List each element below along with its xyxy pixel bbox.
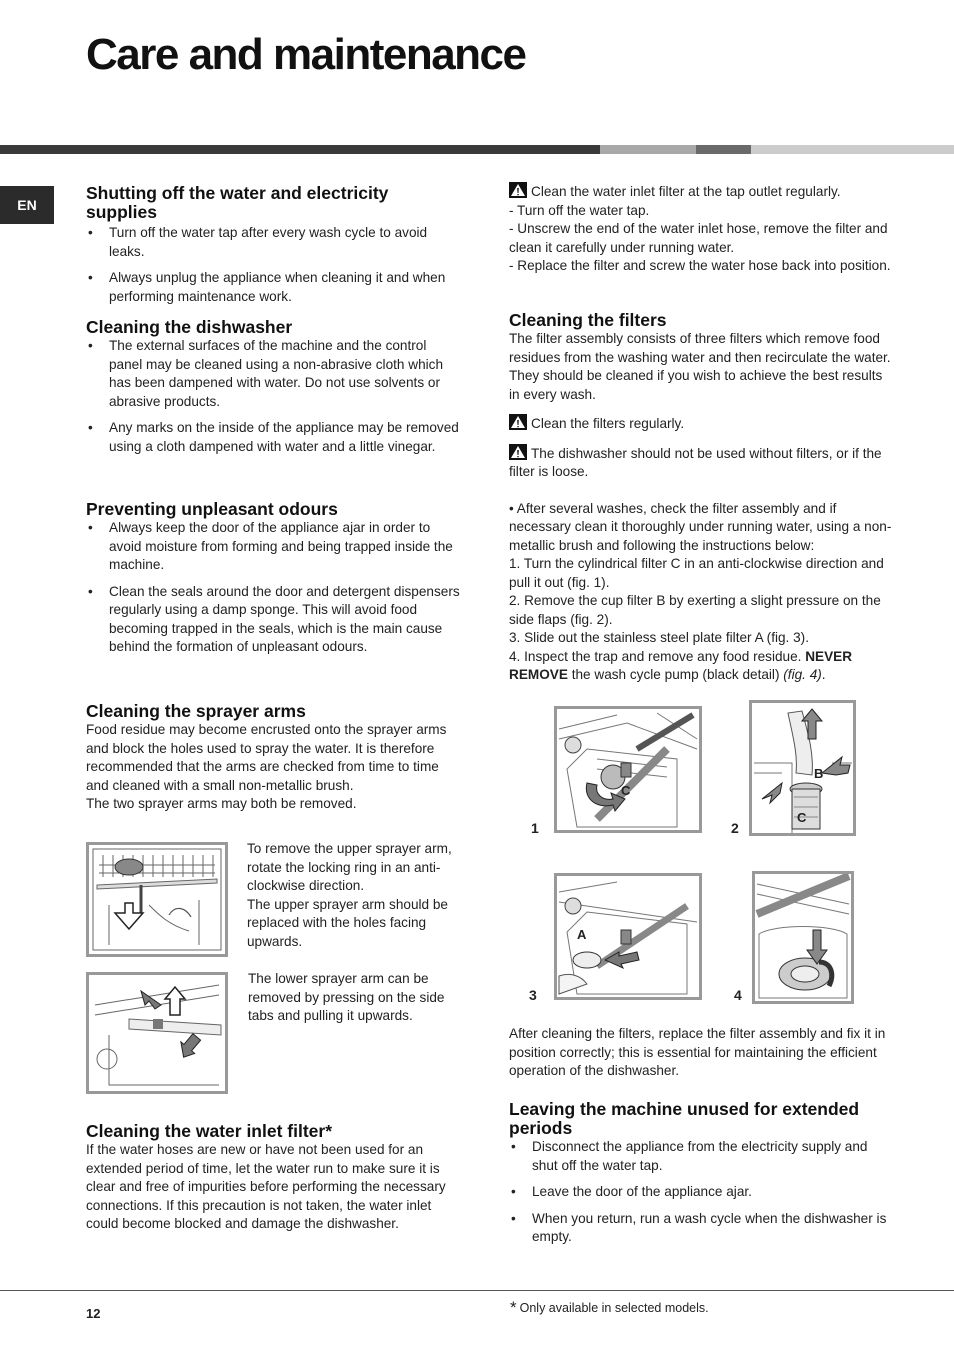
filters-step-3: 3. Slide out the stainless steel plate filter A (fig. 3). [509, 630, 809, 645]
filters-body: The filter assembly consists of three filters which remove food residues from the washing water and then recirculate the water. They should be cleaned if you wish to achieve the best results in every wash. [509, 331, 891, 402]
inlet-step: - Replace the filter and screw the water hose back into position. [509, 258, 891, 273]
inlet-section [86, 1122, 462, 1234]
filters-warning-1: Clean the filters regularly. [531, 416, 685, 431]
unused-item: • When you return, run a wash cycle when the dishwasher is empty. [509, 1210, 895, 1247]
warning-icon [509, 444, 527, 460]
filters-warning-2: The dishwasher should not be used without filters, or if the filter is loose. [509, 445, 882, 479]
lower-sprayer-text [248, 970, 466, 1026]
footnote-star: * [510, 1298, 517, 1317]
cleaning-item: • The external surfaces of the machine and the control panel may be cleaned using a non-abrasive cloth which has been dampened with water. Do not use solvents or abrasive products. [86, 337, 462, 411]
inlet-body: If the water hoses are new or have not been used for an extended period of time, let the water run to make sure it is clear and free of impurities before performing the necessary connections. If this precaution is not taken, the water inlet could become blocked and damage the dishwasher. [86, 1142, 446, 1231]
cleaning-dishwasher-heading: Cleaning the dishwasher [86, 317, 293, 337]
unused-section [509, 1100, 895, 1255]
sprayer-body: Food residue may become encrusted onto the sprayer arms and block the holes used to spray the water. It is therefore recommended that the arms are checked from time to time and cleaned with a small non-metallic brush. [86, 722, 447, 793]
shutoff-heading: Shutting off the water and electricity supplies [86, 183, 389, 222]
page-title: Care and maintenance [86, 30, 526, 79]
sprayer-heading: Cleaning the sprayer arms [86, 701, 306, 721]
fig-number-4: 4 [734, 987, 742, 1003]
cleaning-item: • Any marks on the inside of the appliance may be removed using a cloth dampened with water and a little vinegar. [86, 419, 462, 456]
warning-icon [509, 182, 527, 198]
lower-sprayer-illustration [89, 975, 225, 1091]
fig3-label-a: A [577, 927, 587, 942]
fig-number-1: 1 [531, 820, 539, 836]
filter-fig1-illustration [557, 709, 699, 830]
shutoff-item: • Always unplug the appliance when cleaning it and when performing maintenance work. [86, 269, 462, 306]
footnote-text: Only available in selected models. [519, 1301, 709, 1315]
filters-step-2: 2. Remove the cup filter B by exerting a slight pressure on the side flaps (fig. 2). [509, 593, 881, 627]
header-rule-light [600, 145, 696, 154]
filter-fig4-illustration [755, 874, 851, 1001]
lower-sprayer-figure [86, 972, 228, 1094]
lower-sprayer-instructions: The lower sprayer arm can be removed by pressing on the side tabs and pulling it upwards. [248, 971, 445, 1023]
shutoff-section [86, 184, 462, 314]
footnote [510, 1298, 709, 1318]
odours-heading: Preventing unpleasant odours [86, 499, 338, 519]
header-rule-pale [751, 145, 954, 154]
filters-section [509, 311, 895, 685]
warning-icon [509, 414, 527, 430]
sprayer-section [86, 702, 462, 814]
filters-step-1: 1. Turn the cylindrical filter C in an anti-clockwise direction and pull it out (fig. 1). [509, 556, 884, 590]
header-rule-mid [696, 145, 751, 154]
fig-number-2: 2 [731, 820, 739, 836]
odours-item: • Clean the seals around the door and detergent dispensers regularly using a damp sponge. This will avoid food becoming trapped in the seals, which is the main cause behind the formation of unpleasant odours. [86, 583, 462, 657]
inlet-step: - Unscrew the end of the water inlet hose, remove the filter and clean it carefully under running water. [509, 221, 888, 255]
inlet-heading: Cleaning the water inlet filter* [86, 1121, 333, 1141]
footer-rule [0, 1290, 954, 1291]
cleaning-dishwasher-section [86, 318, 462, 464]
filters-step-4: 4. Inspect the trap and remove any food residue. NEVER REMOVE the wash cycle pump (black detail) (fig. 4). [509, 648, 853, 682]
upper-sprayer-illustration [89, 845, 225, 954]
upper-sprayer-instructions: To remove the upper sprayer arm, rotate the locking ring in an anti-clockwise direction. [247, 841, 452, 893]
filter-figure-1 [554, 706, 702, 833]
filters-heading: Cleaning the filters [509, 310, 667, 330]
fig2-label-c: C [797, 810, 807, 825]
header-rule-dark [0, 145, 600, 154]
upper-sprayer-figure [86, 842, 228, 957]
inlet-step: - Turn off the water tap. [509, 202, 650, 218]
replace-filters-text [509, 1025, 895, 1081]
page-number: 12 [86, 1306, 101, 1321]
filters-after: • After several washes, check the filter assembly and if necessary clean it thoroughly under running water, using a non-metallic brush and following the instructions below: [509, 500, 892, 553]
sprayer-body-2: The two sprayer arms may both be removed. [86, 796, 357, 811]
unused-item: • Leave the door of the appliance ajar. [509, 1183, 895, 1202]
odours-item: • Always keep the door of the appliance ajar in order to avoid moisture from forming and being trapped inside the machine. [86, 519, 462, 575]
fig1-label-c: C [621, 783, 631, 798]
upper-sprayer-text [247, 840, 465, 951]
inlet-warning-text: Clean the water inlet filter at the tap outlet regularly. [531, 184, 841, 199]
fig-number-3: 3 [529, 987, 537, 1003]
fig2-label-b: B [814, 766, 824, 781]
upper-sprayer-note: The upper sprayer arm should be replaced with the holes facing upwards. [247, 896, 448, 949]
shutoff-item: • Turn off the water tap after every wash cycle to avoid leaks. [86, 224, 462, 261]
replace-filters-body: After cleaning the filters, replace the filter assembly and fix it in position correctly; this is essential for maintaining the efficient operation of the dishwasher. [509, 1026, 886, 1078]
inlet-warning-section [509, 182, 895, 276]
language-tab: EN [0, 186, 54, 224]
unused-item: • Disconnect the appliance from the electricity supply and shut off the water tap. [509, 1138, 895, 1175]
unused-heading: Leaving the machine unused for extended periods [509, 1099, 860, 1138]
odours-section [86, 500, 462, 665]
filter-figure-4 [752, 871, 854, 1004]
never-remove-warning: NEVER REMOVE [509, 648, 853, 682]
